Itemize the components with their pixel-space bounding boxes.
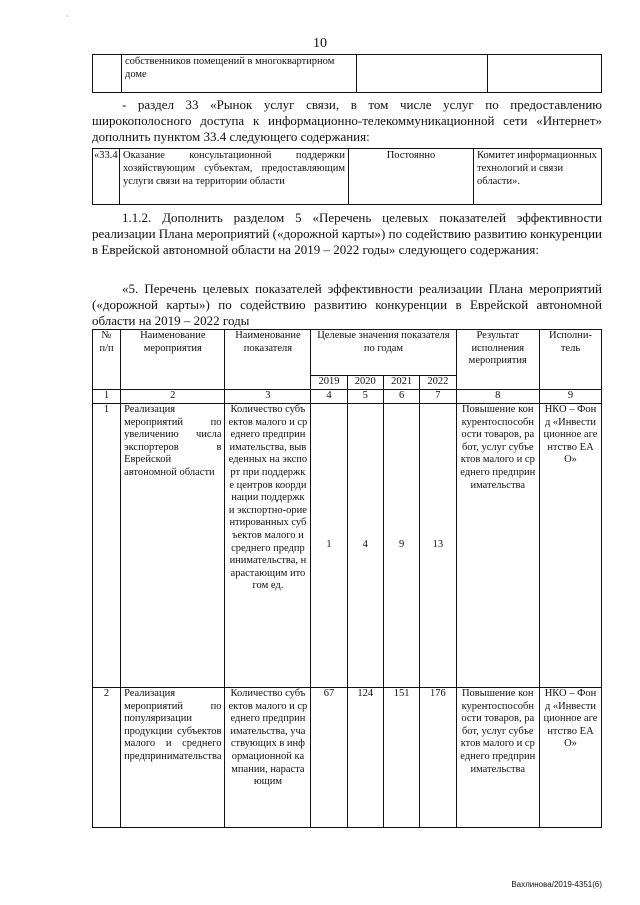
header-event: Наименование мероприятия (121, 330, 225, 390)
item-334-num: «33.4 (93, 149, 120, 205)
col-number: 8 (456, 390, 539, 404)
item-334-term: Постоянно (349, 149, 474, 205)
row-value-2022: 13 (420, 404, 456, 688)
col-number: 9 (539, 390, 601, 404)
row-value-2022: 176 (420, 688, 456, 828)
item-334-executor: Комитет информационных технологий и связи области». (474, 149, 602, 205)
col-number: 3 (225, 390, 311, 404)
paragraph-112: 1.1.2. Дополнить разделом 5 «Перечень целевых показателей эффективности реализации Плана мероприятий («дорожной карты») по содействию развитию конкуренции в Еврейской автономной области на 2019 – 2022 годы» следующего содержания: (92, 210, 603, 257)
row-value-2020: 4 (347, 404, 383, 688)
header-year: 2022 (420, 376, 456, 390)
header-result: Результат исполнения мероприятия (456, 330, 539, 390)
col-number: 1 (93, 390, 121, 404)
header-year: 2019 (311, 376, 347, 390)
item-334-table (92, 148, 602, 205)
top-table-cell-text: собственников помещений в многоквартирном доме (122, 55, 357, 93)
col-number: 6 (383, 390, 419, 404)
row-num: 2 (93, 688, 121, 828)
top-table-cell-empty (357, 55, 488, 93)
row-result: Повышение конкурентоспособности товаров, работ, услуг субъектов малого и среднего предпринимательства (456, 688, 539, 828)
col-number: 5 (347, 390, 383, 404)
page-number: 10 (313, 36, 327, 51)
table-row (93, 688, 602, 828)
col-number: 7 (420, 390, 456, 404)
row-num: 1 (93, 404, 121, 688)
row-value-2021: 9 (383, 404, 419, 688)
indicators-table (92, 329, 602, 828)
top-table (92, 54, 602, 93)
row-event: Реализация мероприятий по популяризации продукции субъектов малого и среднего предпринимательства (121, 688, 225, 828)
row-executor: НКО – Фонд «Инвестиционное агентство ЕАО» (539, 404, 601, 688)
scan-mark: · (66, 12, 69, 21)
header-targets: Целевые значения показателя по годам (311, 330, 456, 376)
header-indicator: Наименование показателя (225, 330, 311, 390)
section-33-text: - раздел 33 «Рынок услуг связи, в том числе услуг по предоставлению широкополосного доступа к информационно-телекоммуникационной сети «Интернет» дополнить пунктом 33.4 следующего содержания: (92, 97, 602, 144)
row-event: Реализация мероприятий по увеличению числа экспортеров в Еврейской автономной области (121, 404, 225, 688)
top-table-cell-empty (488, 55, 602, 93)
top-table-cell-empty (93, 55, 122, 93)
header-executor: Исполни-тель (539, 330, 601, 390)
row-value-2021: 151 (383, 688, 419, 828)
paragraph-5: «5. Перечень целевых показателей эффективности реализации Плана мероприятий («дорожной карты») по содействию развитию конкуренции в Еврейской автономной области на 2019 – 2022 годы (92, 281, 602, 328)
row-indicator: Количество субъектов малого и среднего предпринимательства, выведенных на экспорт при поддержке центров координации поддержки экспортно-ориентированных субъектов малого и среднего предпринимательства, нарастающим итогом ед. (225, 404, 311, 688)
row-value-2019: 67 (311, 688, 347, 828)
item-334-text: Оказание консультационной поддержки хозяйствующим субъектам, предоставляющим услуги связи на территории области (120, 149, 349, 205)
header-num: № п/п (93, 330, 121, 390)
row-result: Повышение конкурентоспособности товаров, работ, услуг субъектов малого и среднего предпринимательства (456, 404, 539, 688)
header-year: 2020 (347, 376, 383, 390)
row-executor: НКО – Фонд «Инвестиционное агентство ЕАО» (539, 688, 601, 828)
table-row (93, 404, 602, 688)
row-indicator: Количество субъектов малого и среднего предпринимательства, участвующих в информационной кампании, нарастающим (225, 688, 311, 828)
header-year: 2021 (383, 376, 419, 390)
col-number: 2 (121, 390, 225, 404)
col-number: 4 (311, 390, 347, 404)
footer-code: Вахлинова/2019-4351(6) (511, 880, 602, 889)
row-value-2020: 124 (347, 688, 383, 828)
row-value-2019: 1 (311, 404, 347, 688)
